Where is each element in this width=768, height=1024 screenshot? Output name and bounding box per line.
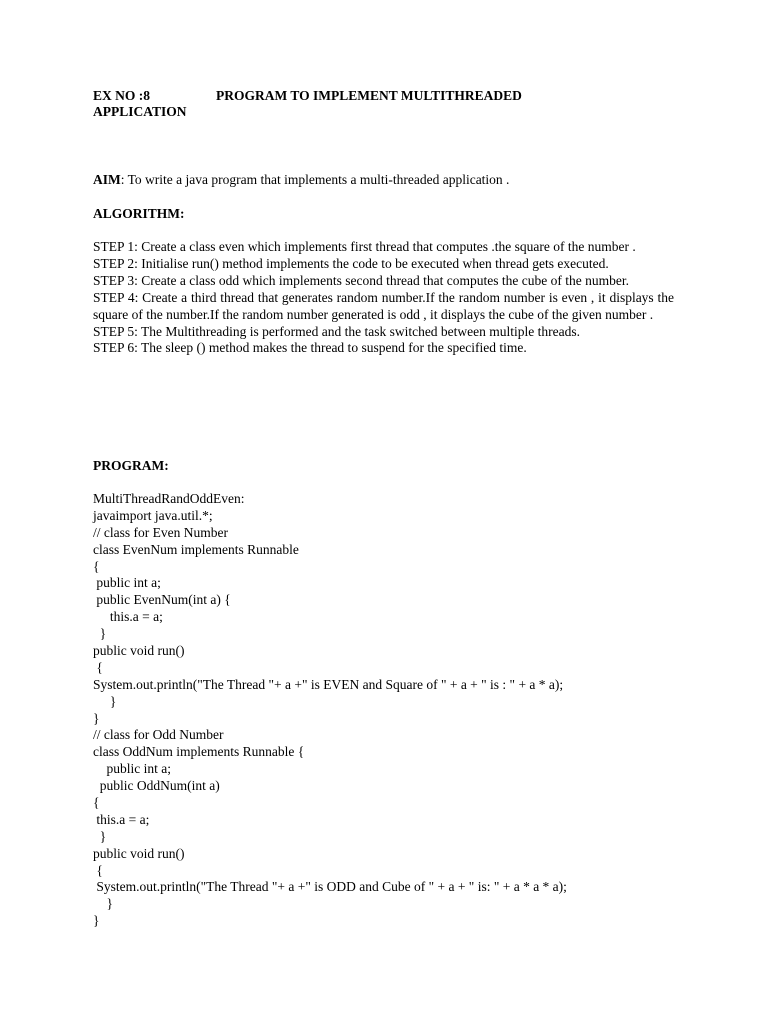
code-line: { (93, 659, 103, 675)
code-line: public void run() (93, 643, 185, 659)
code-line: } (93, 710, 100, 726)
code-line: this.a = a; (93, 811, 150, 827)
code-line: System.out.println("The Thread "+ a +" is EVEN and Square of " + a + " is : " + a * a); (93, 676, 564, 692)
code-line: public int a; (93, 575, 161, 591)
code-line: } (93, 626, 107, 642)
algorithm-step: STEP 3: Create a class odd which implements second thread that computes the cube of the number. (93, 272, 629, 288)
code-line: public OddNum(int a) (93, 778, 220, 794)
code-line: } (93, 693, 117, 709)
code-line: public int a; (93, 761, 171, 777)
code-line: class EvenNum implements Runnable (93, 541, 299, 557)
algorithm-step: STEP 1: Create a class even which implements first thread that computes .the square of the number . (93, 239, 636, 254)
exercise-number: EX NO :8 (93, 88, 150, 103)
code-line: } (93, 896, 113, 912)
algorithm-heading: ALGORITHM: (93, 206, 185, 221)
algorithm-step: STEP 4: Create a third thread that generates random number.If the random number is even , it displays the square of the number.If the random number generated is odd , it displays the cube of the given number . (93, 289, 674, 322)
code-line: } (93, 828, 107, 844)
code-line: javaimport java.util.*; (93, 507, 213, 523)
code-line: public void run() (93, 845, 185, 861)
exercise-title-line1: PROGRAM TO IMPLEMENT MULTITHREADED (216, 88, 522, 103)
algorithm-step: STEP 5: The Multithreading is performed and the task switched between multiple threads. (93, 323, 581, 339)
program-code (93, 491, 674, 930)
code-line: class OddNum implements Runnable { (93, 744, 305, 760)
exercise-title-line2: APPLICATION (93, 104, 187, 119)
code-line: MultiThreadRandOddEven: (93, 491, 245, 506)
code-line: } (93, 913, 100, 929)
aim-label: AIM (93, 172, 121, 187)
aim-text: : To write a java program that implements a multi-threaded application . (120, 172, 510, 187)
document-heading (93, 88, 674, 120)
code-line: { (93, 558, 100, 574)
code-line: // class for Odd Number (93, 727, 224, 743)
code-line: { (93, 862, 103, 878)
code-line: public EvenNum(int a) { (93, 592, 231, 608)
code-line: this.a = a; (93, 609, 163, 625)
code-line: { (93, 795, 100, 811)
aim-paragraph (93, 172, 674, 188)
program-heading: PROGRAM: (93, 458, 169, 473)
code-line: System.out.println("The Thread "+ a +" is ODD and Cube of " + a + " is: " + a * a * a); (93, 879, 567, 895)
algorithm-step: STEP 6: The sleep () method makes the thread to suspend for the specified time. (93, 340, 527, 356)
code-line: // class for Even Number (93, 524, 228, 540)
algorithm-step: STEP 2: Initialise run() method implements the code to be executed when thread gets executed. (93, 255, 609, 271)
algorithm-steps (93, 239, 674, 357)
